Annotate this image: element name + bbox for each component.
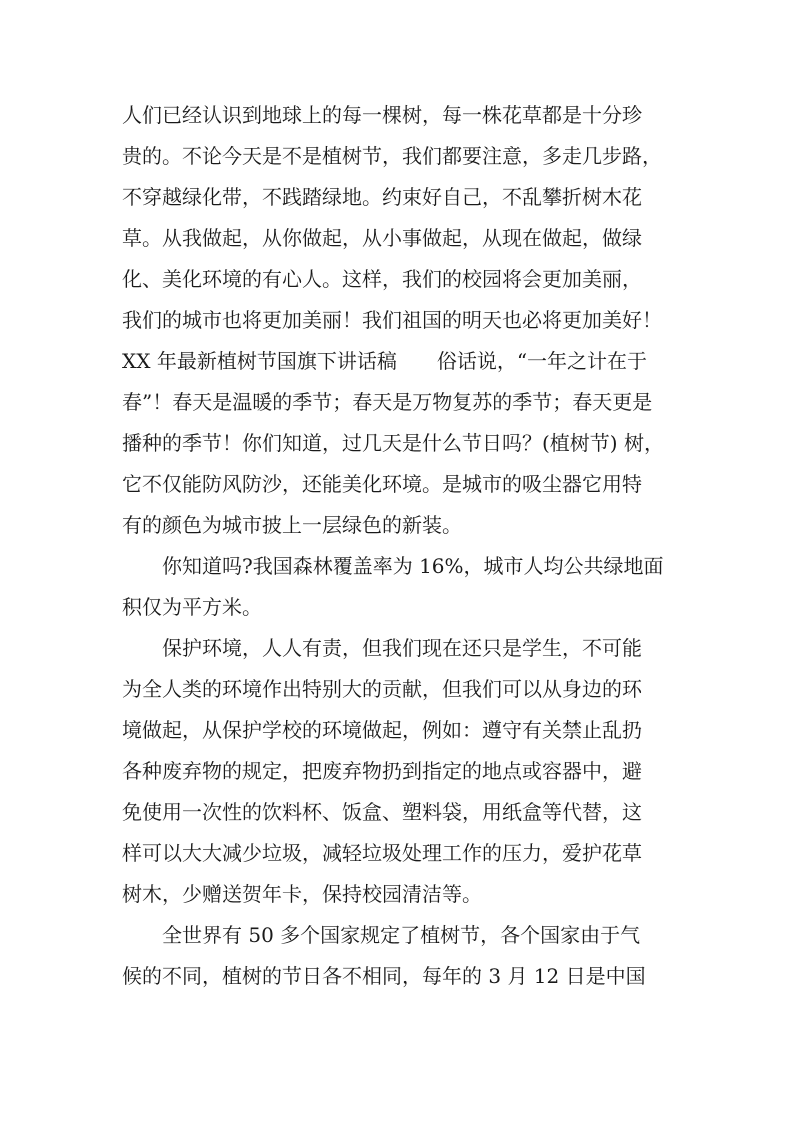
text-line: 播种的季节！你们知道，过几天是什么节日吗？(植树节) 树， [122,431,664,455]
text-line: 样可以大大减少垃圾，减轻垃圾处理工作的压力，爱护花草 [122,841,642,865]
text-line: 各种废弃物的规定，把废弃物扔到指定的地点或容器中，避 [122,759,642,783]
text-line: 候的不同，植树的节日各不相同，每年的 3 月 12 日是中国 [122,964,646,988]
text-line: 全世界有 50 多个国家规定了植树节，各个国家由于气 [162,923,641,947]
text-line: 有的颜色为城市披上一层绿色的新装。 [122,513,462,537]
text-line: 它不仅能防风防沙，还能美化环境。是城市的吸尘器它用特 [122,472,642,496]
paragraph-3 [122,628,682,915]
paragraph-2 [122,546,682,628]
text-line: 人们已经认识到地球上的每一棵树，每一株花草都是十分珍 [122,103,642,127]
text-line: 化、美化环境的有心人。这样，我们的校园将会更加美丽， [122,267,642,291]
text-line: 我们的城市也将更加美丽！我们祖国的明天也必将更加美好！ [122,308,662,332]
text-line: 保护环境，人人有责，但我们现在还只是学生，不可能 [162,636,642,660]
text-line: 为全人类的环境作出特别大的贡献，但我们可以从身边的环 [122,677,642,701]
text-line: 你知道吗?我国森林覆盖率为 16%，城市人均公共绿地面 [162,554,664,578]
text-line: 春”！春天是温暖的季节；春天是万物复苏的季节；春天更是 [122,390,653,414]
text-line: 贵的。不论今天是不是植树节，我们都要注意，多走几步路， [122,144,662,168]
text-line: 境做起，从保护学校的环境做起，例如：遵守有关禁止乱扔 [122,718,642,742]
text-line: XX 年最新植树节国旗下讲话稿 俗话说，“一年之计在于 [122,349,648,373]
text-line: 草。从我做起，从你做起，从小事做起，从现在做起，做绿 [122,226,642,250]
text-line: 积仅为平方米。 [122,595,262,619]
paragraph-1 [122,95,682,546]
paragraph-4 [122,915,682,997]
text-line: 免使用一次性的饮料杯、饭盒、塑料袋，用纸盒等代替，这 [122,800,642,824]
document-body [122,95,682,997]
text-line: 不穿越绿化带，不践踏绿地。约束好自己，不乱攀折树木花 [122,185,642,209]
text-line: 树木，少赠送贺年卡，保持校园清洁等。 [122,882,482,906]
